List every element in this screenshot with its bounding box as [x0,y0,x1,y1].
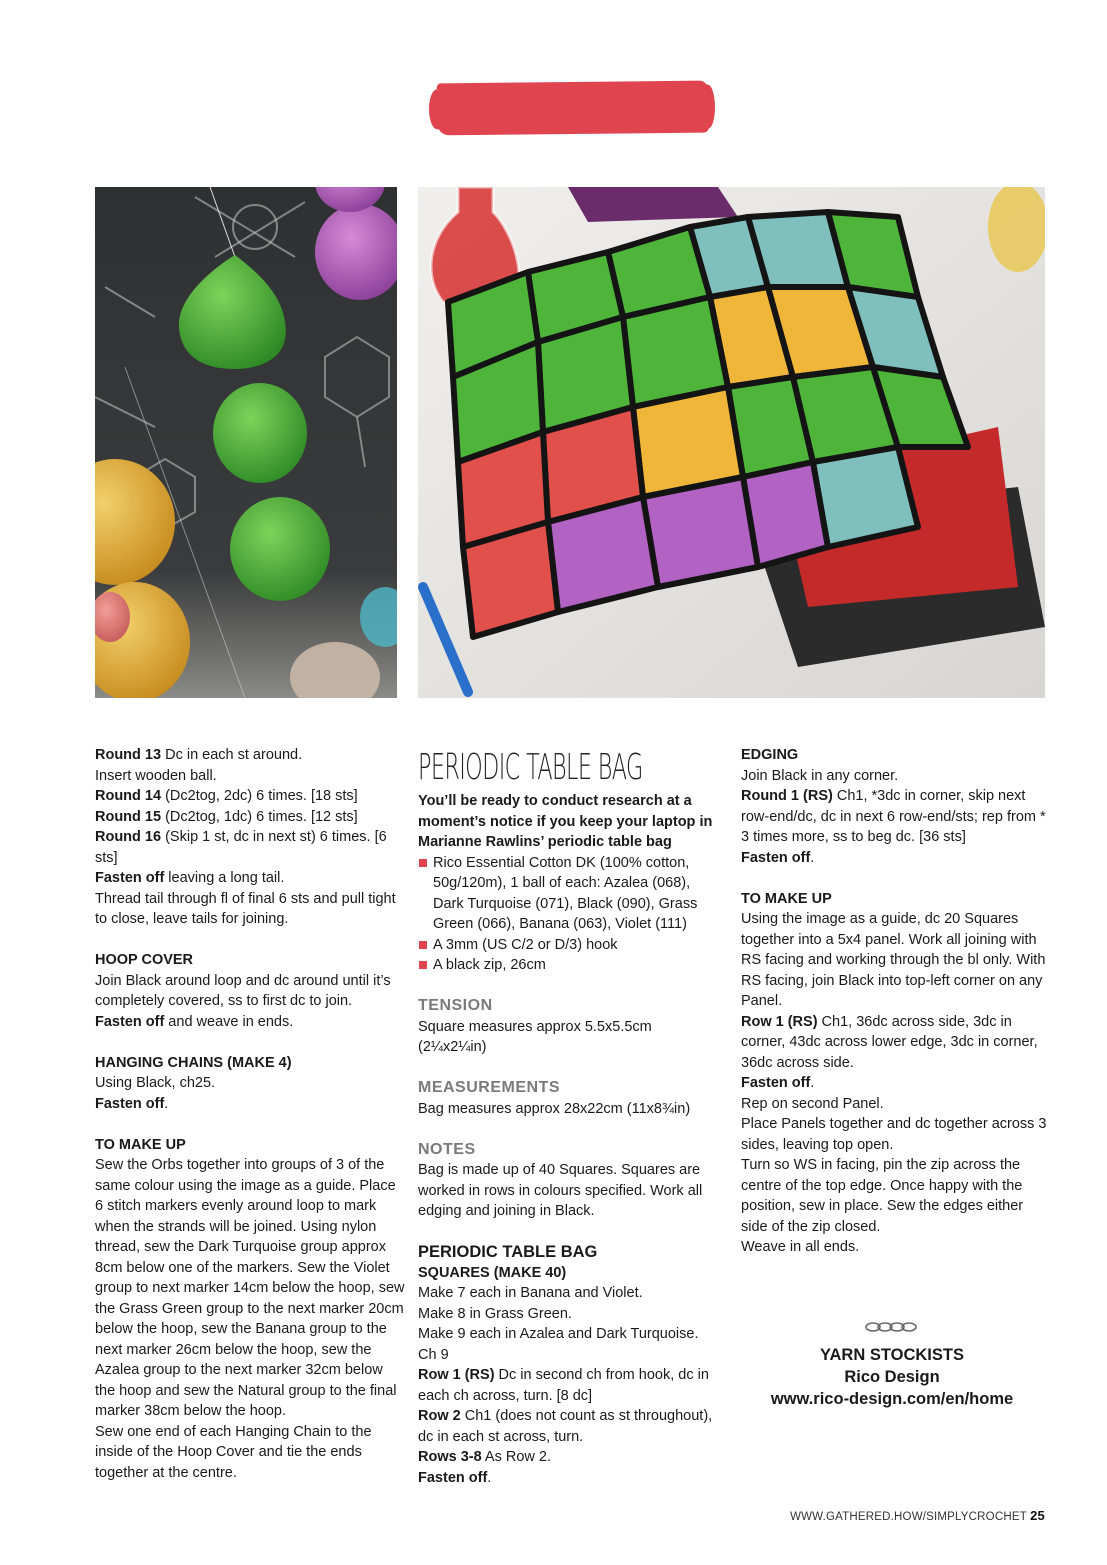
fasten-off-2: Fasten off. [741,1075,815,1091]
hoop-cover-text: Join Black around loop and dc around until it’s completely covered, ss to first dc to join. [95,972,391,1009]
stockists-name: Rico Design [844,1368,940,1386]
page-number: 25 [1030,1508,1045,1523]
bag-photo [418,187,1045,698]
bullet-square-icon [419,961,427,969]
weave-text: Weave in all ends. [741,1239,860,1255]
make-7: Make 7 each in Banana and Violet. [418,1285,643,1301]
stockists-url[interactable]: www.rico-design.com/en/home [770,1390,1014,1408]
bullet-square-icon [419,941,427,949]
round-13: Round 13 Dc in each st around. [95,747,303,763]
footer-site: WWW.GATHERED.HOW/SIMPLYCROCHET [790,1511,1027,1523]
section-banner [437,81,710,136]
tension-heading: TENSION [418,997,493,1014]
make-9: Make 9 each in Azalea and Dark Turquoise. [418,1326,699,1342]
round-16: Round 16 (Skip 1 st, dc in next st) 6 times. [6 sts] [95,829,387,866]
bag-illustration [418,187,1045,698]
thread-instructions: Thread tail through fl of final 6 sts and pull tight to close, leave tails for joining. [95,890,396,927]
row-2: Row 2 Ch1 (does not count as st throughout), dc in each st across, turn. [418,1408,713,1445]
make-up-heading: TO MAKE UP [741,890,832,907]
make-up-text-2: Sew one end of each Hanging Chain to the inside of the Hoop Cover and tie the ends together at the centre. [95,1423,372,1481]
fasten-off: Fasten off. [418,1469,492,1486]
banner-title: SCIENCE COLLECTION [52,11,220,93]
lead-text: You’ll be ready to conduct research at a moment’s notice if you keep your laptop in Marianne Rawlins’ periodic table bag [418,793,713,850]
place-text: Place Panels together and dc together across 3 sides, leaving top open. [741,1116,1047,1153]
periodic-table-heading: PERIODIC TABLE BAG [418,1243,598,1261]
edging-heading: EDGING [741,747,799,763]
fasten-off-3: Fasten off. [95,1095,169,1112]
orbs-illustration [95,187,397,698]
yarn-stockists [741,1320,1043,1410]
bullet-square-icon [419,859,427,867]
column-right [741,745,1051,1258]
column-left [95,745,405,1483]
measurements-text: Bag measures approx 28x22cm (11x8¾in) [418,1100,691,1117]
chain-ornament-icon [865,1320,919,1334]
column-middle [418,745,718,1488]
fasten-off-2: Fasten off and weave in ends. [95,1013,294,1030]
hanging-chains-text: Using Black, ch25. [95,1075,216,1091]
rows-3-8: Rows 3-8 As Row 2. [418,1449,551,1465]
stockists-title: YARN STOCKISTS [820,1346,964,1364]
material-item: Rico Essential Cotton DK (100% cotton, 50g/120m), 1 ball of each: Azalea (068), Dark Turquoise (071), Black (090), Grass Green (066), Banana (063), Violet (111) [418,853,718,935]
make-up-row-1: Row 1 (RS) Ch1, 36dc across side, 3dc in corner, 43dc across lower edge, 3dc in corner, 36dc across side. [741,1013,1038,1071]
tension-text: Square measures approx 5.5x5.5cm (2¼x2¼in) [418,1018,652,1055]
turn-text: Turn so WS in facing, pin the zip across the centre of the top edge. Once happy with the position, sew in place. Sew the edges either side of the zip closed. [741,1157,1024,1235]
ch-9: Ch 9 [418,1346,449,1363]
make-8: Make 8 in Grass Green. [418,1305,572,1322]
pattern-title: PERIODIC TABLE BAG [418,747,643,788]
make-up-text: Sew the Orbs together into groups of 3 of the same colour using the image as a guide. Place 6 stitch markers evenly around loop to mark when the strands will be joined. Using nylon thread, sew the Dark Turquoise group approx 8cm below one of the markers. Sew the Violet group to next marker 14cm below the hoop, sew the Grass Green group to the next marker 20cm below the hoop, sew the Banana group to the next marker 26cm below the hoop, sew the Azalea group to the next marker 32cm below the hoop and sew the Natural group to the final marker 38cm below the hoop. [95,1157,405,1419]
fasten-off-1: Fasten off. [741,849,815,866]
notes-text: Bag is made up of 40 Squares. Squares are worked in rows in colours specified. Work all edging and joining in Black. [418,1162,703,1219]
row-1: Row 1 (RS) Dc in second ch from hook, dc in each ch across, turn. [8 dc] [418,1367,709,1404]
make-up-text: Using the image as a guide, dc 20 Squares together into a 5x4 panel. Work all joining with RS facing and working through the bl only. With RS facing, join Black into top-left corner on any Panel. [741,911,1046,1009]
material-item: A 3mm (US C/2 or D/3) hook [418,935,718,956]
squares-heading: SQUARES (MAKE 40) [418,1264,567,1281]
insert-ball: Insert wooden ball. [95,767,217,784]
hanging-chains-heading: HANGING CHAINS (MAKE 4) [95,1054,292,1071]
hoop-cover-heading: HOOP COVER [95,952,194,968]
notes-heading: NOTES [418,1140,476,1158]
measurements-heading: MEASUREMENTS [418,1079,561,1096]
material-item: A black zip, 26cm [418,955,718,976]
orbs-photo [95,187,397,698]
round-15: Round 15 (Dc2tog, 1dc) 6 times. [12 sts] [95,808,358,825]
repeat-text: Rep on second Panel. [741,1095,884,1112]
edging-round-1: Round 1 (RS) Ch1, *3dc in corner, skip next row-end/dc, dc in next 6 row-end/sts; rep from * 3 times more, ss to beg dc. [36 sts] [741,788,1046,845]
make-up-heading: TO MAKE UP [95,1136,186,1153]
fasten-off-1: Fasten off leaving a long tail. [95,870,285,886]
edging-text: Join Black in any corner. [741,767,899,784]
page-footer [700,1508,1045,1523]
round-14: Round 14 (Dc2tog, 2dc) 6 times. [18 sts] [95,788,358,804]
